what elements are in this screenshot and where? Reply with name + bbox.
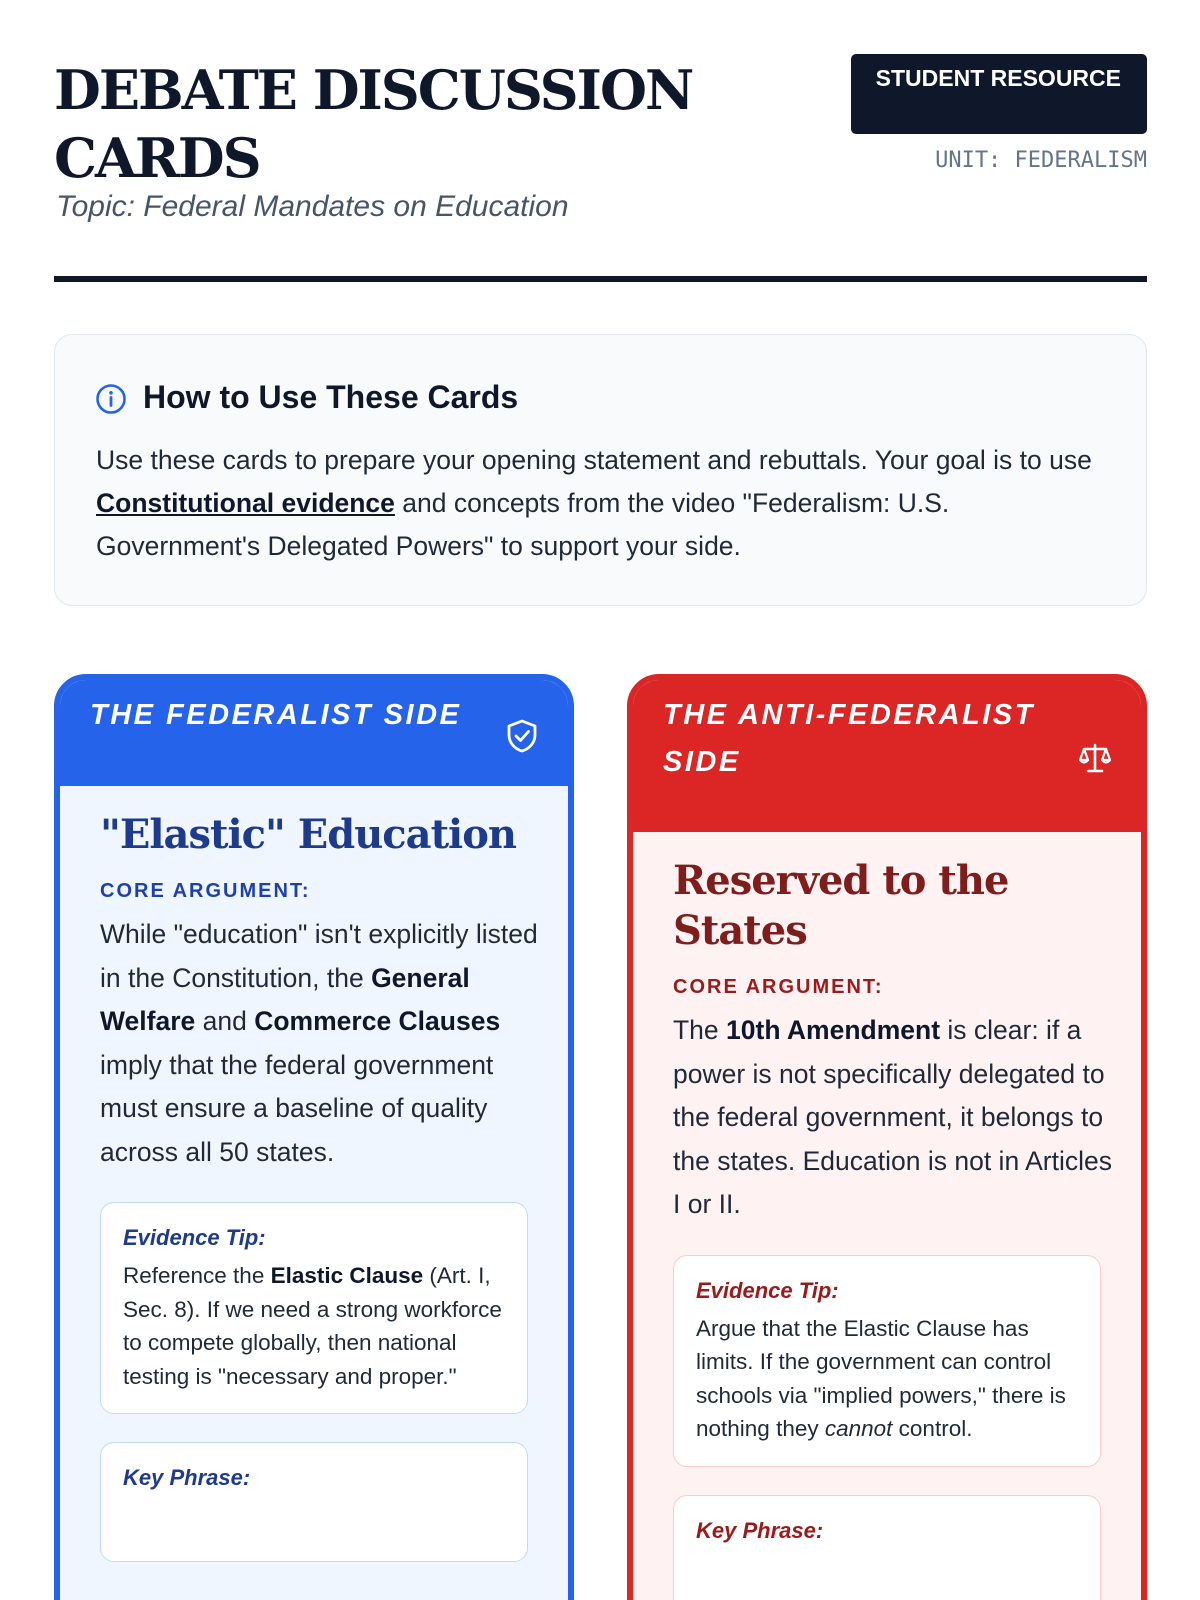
key-phrase-label: Key Phrase: bbox=[123, 1465, 251, 1490]
federalist-header-label: THE FEDERALIST SIDE bbox=[90, 699, 462, 731]
federalist-card-title: "Elastic" Education bbox=[100, 811, 516, 858]
text-part: Reference the bbox=[123, 1263, 271, 1288]
emphasis-text: 10th Amendment bbox=[726, 1015, 941, 1045]
key-phrase-label: Key Phrase: bbox=[696, 1517, 824, 1543]
federalist-key-phrase bbox=[100, 1442, 528, 1562]
antifederalist-card-body bbox=[633, 856, 1141, 1600]
scales-icon bbox=[1077, 740, 1113, 776]
emphasis-text: cannot bbox=[824, 1416, 893, 1441]
evidence-tip-text bbox=[696, 1312, 1080, 1446]
how-to-title: How to Use These Cards bbox=[143, 379, 519, 415]
text-part: While "education" isn't explicitly listed in the Constitution, the bbox=[100, 919, 538, 993]
core-argument-label: CORE ARGUMENT: bbox=[673, 976, 884, 998]
core-argument-label: CORE ARGUMENT: bbox=[100, 880, 311, 902]
how-to-text bbox=[96, 439, 1106, 568]
federalist-card-header bbox=[60, 680, 568, 786]
unit-label: UNIT: FEDERALISM bbox=[935, 148, 1147, 173]
emphasis-text: Commerce Clauses bbox=[254, 1006, 501, 1036]
antifederalist-core-argument bbox=[673, 1009, 1113, 1227]
constitutional-evidence-link[interactable]: Constitutional evidence bbox=[96, 488, 395, 518]
how-to-panel bbox=[54, 334, 1147, 606]
resource-badge: STUDENT RESOURCE bbox=[851, 54, 1147, 134]
shield-check-icon bbox=[504, 718, 540, 754]
emphasis-text: General Welfare bbox=[100, 962, 470, 1036]
federalist-core-argument bbox=[100, 913, 540, 1174]
antifederalist-key-phrase bbox=[673, 1495, 1101, 1600]
federalist-evidence-tip bbox=[100, 1202, 528, 1414]
text-part: is clear: if a power is not specifically delegated to the federal government, it belongs to the states. Education is not in Articles I or II. bbox=[673, 1015, 1112, 1219]
text-part: Argue that the Elastic Clause has limits. If the government can control schools via "implied powers," there is nothing they bbox=[696, 1315, 1066, 1441]
evidence-tip-label: Evidence Tip: bbox=[123, 1225, 266, 1250]
emphasis-text: Elastic Clause bbox=[270, 1263, 424, 1288]
how-to-text-part: Use these cards to prepare your opening statement and rebuttals. Your goal is to use bbox=[96, 445, 1092, 475]
federalist-card bbox=[54, 674, 574, 1600]
info-icon bbox=[95, 383, 127, 415]
text-part: imply that the federal government must ensure a baseline of quality across all 50 states. bbox=[100, 1049, 494, 1167]
page-header bbox=[54, 56, 1147, 282]
page-title: DEBATE DISCUSSION CARDS bbox=[54, 58, 693, 190]
text-part: control. bbox=[892, 1416, 973, 1441]
antifederalist-card bbox=[627, 674, 1147, 1600]
how-to-text-part: and concepts from the video "Federalism: U.S. Government's Delegated Powers" to support your side. bbox=[96, 488, 950, 561]
text-part: The bbox=[673, 1015, 727, 1045]
text-part: and bbox=[195, 1006, 255, 1036]
text-part: (Art. I, Sec. 8). If we need a strong workforce to compete globally, then national testing is "necessary and proper." bbox=[123, 1263, 502, 1389]
federalist-card-body bbox=[60, 810, 568, 1562]
page-subtitle: Topic: Federal Mandates on Education bbox=[56, 190, 569, 223]
antifederalist-evidence-tip bbox=[673, 1255, 1101, 1467]
antifederalist-card-header bbox=[633, 680, 1141, 832]
antifederalist-card-title: Reserved to the States bbox=[673, 857, 1009, 954]
evidence-tip-text bbox=[123, 1259, 507, 1393]
evidence-tip-label: Evidence Tip: bbox=[696, 1277, 839, 1303]
antifederalist-header-label: THE ANTI-FEDERALIST SIDE bbox=[663, 699, 1035, 778]
